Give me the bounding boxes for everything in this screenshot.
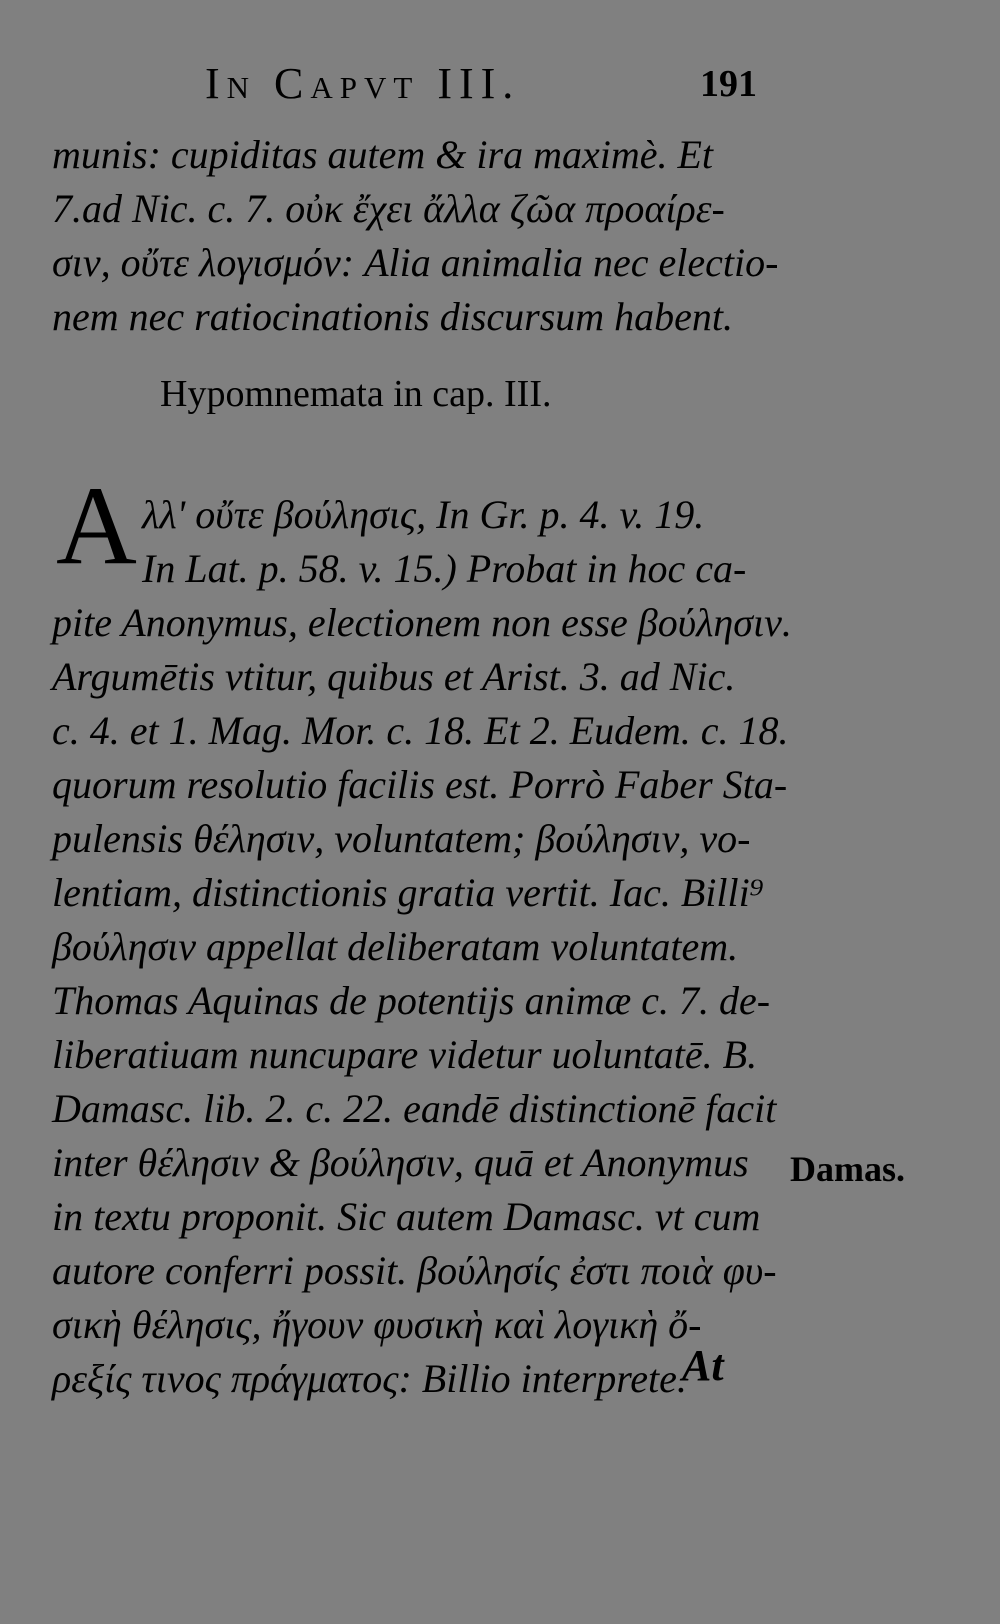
text-line: lentiam, distinctionis gratia vertit. Iac. Billi⁹ [52, 870, 764, 915]
text-line: liberatiuam nuncupare videtur uoluntatē. B. [52, 1032, 758, 1077]
drop-cap: A [56, 464, 137, 588]
text-line: Damasc. lib. 2. c. 22. eandē distinctionē facit [52, 1086, 777, 1131]
text-line: c. 4. et 1. Mag. Mor. c. 18. Et 2. Eudem. c. 18. [52, 708, 789, 753]
page-number: 191 [700, 63, 757, 105]
text-line: 7.ad Nic. c. 7. οὐκ ἔχει ἄλλα ζῶα προαίρε- [52, 186, 725, 231]
text-line: Thomas Aquinas de potentijs animæ c. 7. de- [52, 978, 771, 1023]
section-heading: Hypomnemata in cap. III. [160, 373, 552, 415]
text-line: inter θέλησιν & βούλησιν, quā et Anonymus [52, 1140, 749, 1185]
running-head: In Capvt III. [205, 59, 521, 108]
text-line: pite Anonymus, electionem non esse βούλησιν. [52, 600, 792, 645]
top-note [52, 128, 779, 344]
text-line: quorum resolutio facilis est. Porrò Faber Sta- [52, 762, 788, 807]
margin-note: Damas. [790, 1149, 905, 1189]
text-line: In Lat. p. 58. v. 15.) Probat in hoc ca- [142, 546, 747, 591]
text-line: λλ' οὔτε βούλησις, In Gr. p. 4. v. 19. [142, 492, 705, 537]
catchword: At [682, 1341, 724, 1390]
text-line: munis: cupiditas autem & ira maximè. Et [52, 132, 714, 177]
text-line: βούλησιν appellat deliberatam voluntatem. [52, 924, 739, 969]
text-line: nem nec ratiocinationis discursum habent. [52, 294, 734, 339]
text-line: autore conferri possit. βούλησίς ἐστι ποιὰ φυ- [52, 1248, 777, 1293]
text-line: σικὴ θέλησις, ἤγουν φυσικὴ καὶ λογικὴ ὄ- [52, 1302, 702, 1347]
text-line: σιν, οὔτε λογισμόν: Alia animalia nec electio- [52, 240, 779, 285]
text-line: in textu proponit. Sic autem Damasc. vt cum [52, 1194, 761, 1239]
commentary-text [52, 488, 792, 1406]
text-line: Argumētis vtitur, quibus et Arist. 3. ad Nic. [52, 654, 736, 699]
text-line: pulensis θέλησιν, voluntatem; βούλησιν, vo- [52, 816, 751, 861]
text-line: ρεξίς τινος πράγματος: Billio interprete. [52, 1356, 687, 1401]
